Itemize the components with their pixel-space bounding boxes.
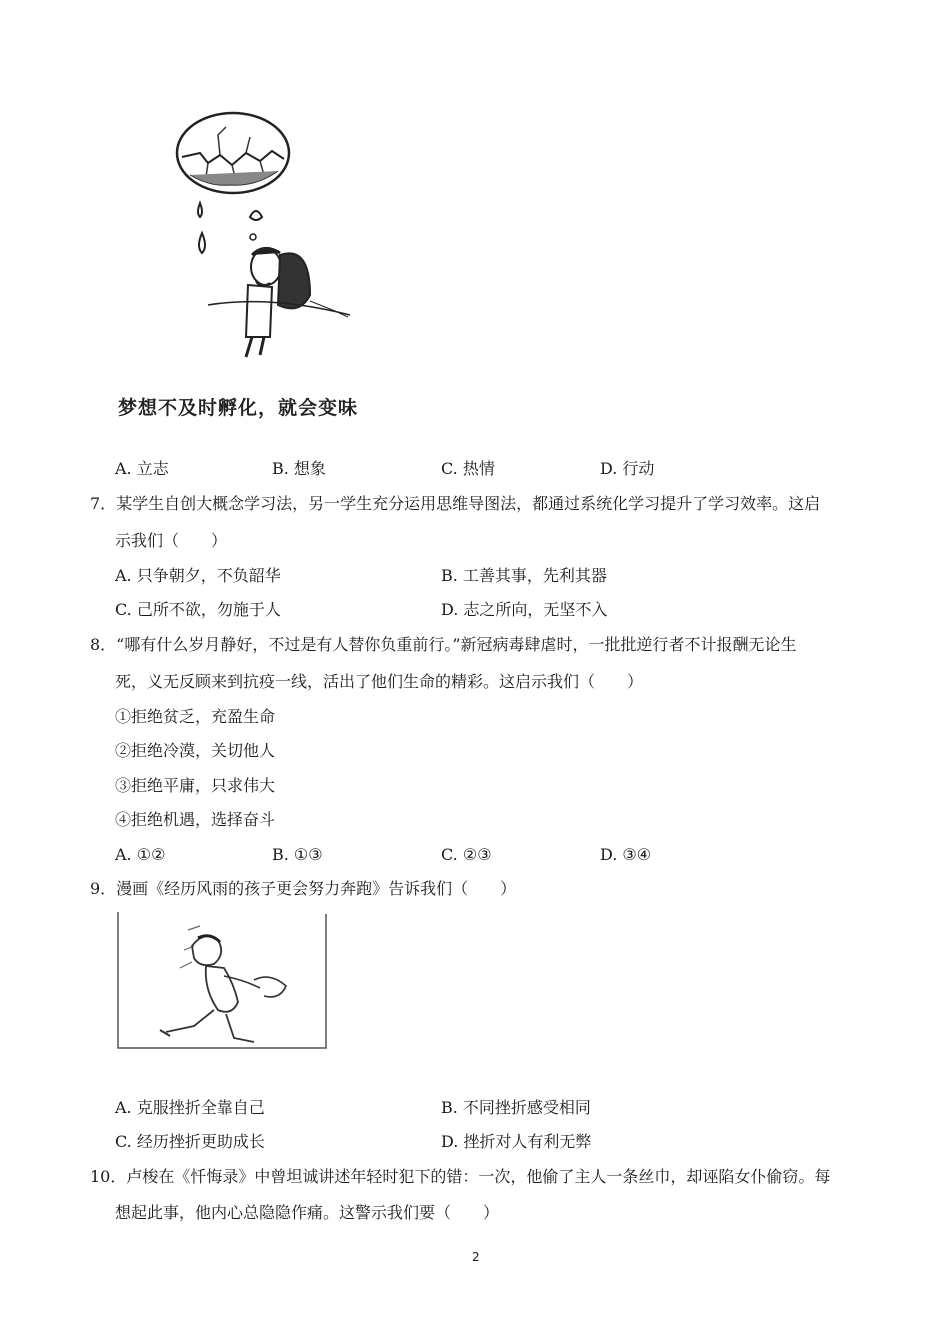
q9-option-c: C. 经历挫折更助成长 bbox=[115, 1132, 265, 1151]
cartoon-caption: 梦想不及时孵化，就会变味 bbox=[118, 397, 359, 419]
cartoon-dream-egg bbox=[160, 105, 370, 370]
q10-stem-line2: 想起此事，他内心总隐隐作痛。这警示我们要（ ） bbox=[115, 1203, 500, 1222]
q8-statement-1: ①拒绝贫乏，充盈生命 bbox=[115, 707, 276, 726]
q7-option-b: B. 工善其事，先利其器 bbox=[441, 566, 607, 585]
q8-statement-2: ②拒绝冷漠，关切他人 bbox=[115, 741, 276, 760]
q10-stem-line1: 10．卢梭在《忏悔录》中曾坦诚讲述年轻时犯下的错：一次，他偷了主人一条丝巾，却诬陷女仆偷窃。每 bbox=[90, 1167, 831, 1186]
q8-stem-line2: 死，义无反顾来到抗疫一线，活出了他们生命的精彩。这启示我们（ ） bbox=[115, 672, 644, 691]
q8-option-b: B. ①③ bbox=[272, 845, 323, 864]
q7-option-d: D. 志之所向，无坚不入 bbox=[441, 600, 608, 619]
q8-statement-4: ④拒绝机遇，选择奋斗 bbox=[115, 810, 276, 829]
page-number: 2 bbox=[472, 1250, 480, 1264]
q7-stem-line1: 7．某学生自创大概念学习法，另一学生充分运用思维导图法，都通过系统化学习提升了学习效率。这启 bbox=[90, 494, 821, 513]
q9-option-d: D. 挫折对人有利无弊 bbox=[441, 1132, 592, 1151]
q9-stem-line1: 9．漫画《经历风雨的孩子更会努力奔跑》告诉我们（ ） bbox=[90, 879, 517, 898]
q8-option-a: A. ①② bbox=[115, 845, 166, 864]
q8-option-d: D. ③④ bbox=[600, 845, 652, 864]
q9-option-a: A. 克服挫折全靠自己 bbox=[115, 1098, 265, 1117]
q7-option-a: A. 只争朝夕，不负韶华 bbox=[115, 566, 281, 585]
q8-stem-line1: 8．“哪有什么岁月静好，不过是有人替你负重前行。”新冠病毒肆虐时，一批批逆行者不计报酬无论生 bbox=[90, 635, 797, 654]
q6-option-c: C. 热情 bbox=[441, 459, 495, 478]
q6-option-a: A. 立志 bbox=[115, 459, 169, 478]
q7-option-c: C. 己所不欲，勿施于人 bbox=[115, 600, 281, 619]
cartoon-running-child bbox=[114, 910, 330, 1055]
q9-option-b: B. 不同挫折感受相同 bbox=[441, 1098, 591, 1117]
q8-option-c: C. ②③ bbox=[441, 845, 492, 864]
q6-option-b: B. 想象 bbox=[272, 459, 326, 478]
q6-option-d: D. 行动 bbox=[600, 459, 655, 478]
q8-statement-3: ③拒绝平庸，只求伟大 bbox=[115, 776, 276, 795]
q7-stem-line2: 示我们（ ） bbox=[115, 531, 228, 550]
